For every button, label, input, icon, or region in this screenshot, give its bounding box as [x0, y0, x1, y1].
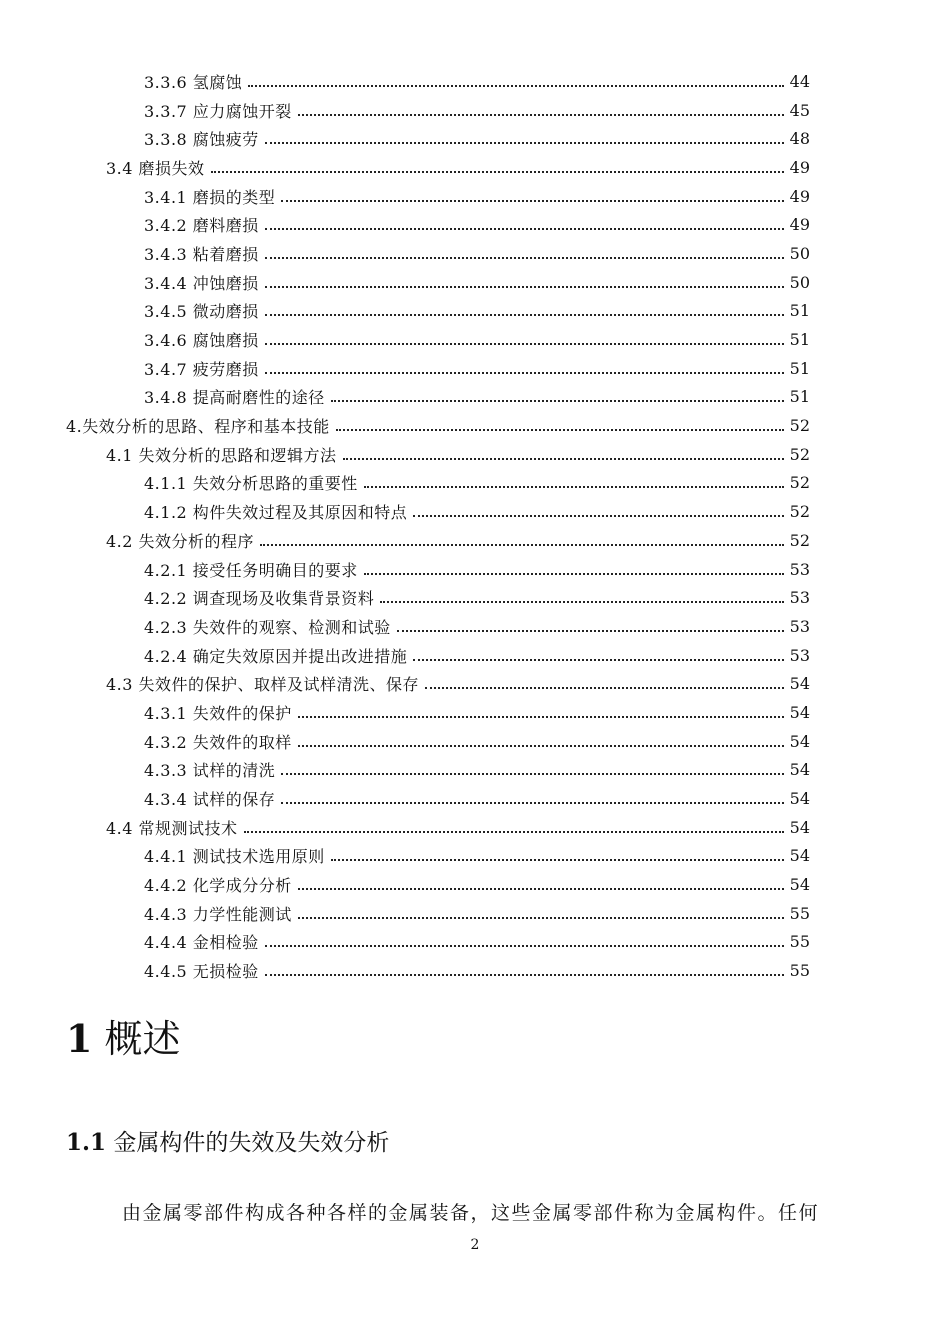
- toc-entry[interactable]: [0, 96, 810, 125]
- section-heading: [66, 1124, 389, 1157]
- toc-entry[interactable]: [0, 182, 810, 211]
- toc-entry-page: 54: [789, 817, 810, 837]
- page-number: 2: [470, 1237, 480, 1253]
- toc-dot-leader: [364, 572, 784, 575]
- toc-dot-leader: [336, 428, 784, 431]
- toc-dot-leader: [380, 600, 784, 603]
- toc-entry-label: 3.4.4 冲蚀磨损: [144, 273, 259, 293]
- toc-dot-leader: [265, 227, 784, 230]
- toc-entry-label: 4.失效分析的思路、程序和基本技能: [66, 417, 330, 437]
- toc-dot-leader: [343, 457, 784, 460]
- toc-dot-leader: [265, 944, 784, 947]
- toc-entry[interactable]: [0, 526, 810, 555]
- toc-entry-page: 53: [789, 559, 810, 579]
- toc-dot-leader: [265, 285, 784, 288]
- toc-dot-leader: [397, 629, 784, 632]
- toc-entry-label: 3.4.1 磨损的类型: [144, 187, 276, 207]
- toc-entry[interactable]: [0, 383, 810, 412]
- toc-entry[interactable]: [0, 354, 810, 383]
- toc-entry-label: 4.2.1 接受任务明确目的要求: [144, 560, 358, 580]
- toc-entry[interactable]: [0, 469, 810, 498]
- toc-entry-label: 3.3.8 腐蚀疲劳: [144, 130, 259, 150]
- toc-entry-label: 4.4.1 测试技术选用原则: [144, 847, 325, 867]
- toc-entry-page: 55: [789, 903, 810, 923]
- toc-entry[interactable]: [0, 698, 810, 727]
- toc-entry-label: 4.2.3 失效件的观察、检测和试验: [144, 617, 391, 637]
- toc-entry[interactable]: [0, 813, 810, 842]
- toc-dot-leader: [331, 858, 784, 861]
- toc-entry[interactable]: [0, 210, 810, 239]
- toc-entry[interactable]: [0, 612, 810, 641]
- toc-entry-label: 4.2.2 调查现场及收集背景资料: [144, 589, 375, 609]
- toc-entry-page: 48: [789, 129, 810, 149]
- toc-dot-leader: [298, 916, 784, 919]
- toc-entry[interactable]: [0, 411, 810, 440]
- toc-entry-label: 4.4.4 金相检验: [144, 933, 259, 953]
- toc-entry-page: 49: [789, 157, 810, 177]
- toc-entry-label: 3.3.7 应力腐蚀开裂: [144, 101, 292, 121]
- toc-entry-page: 52: [789, 473, 810, 493]
- toc-entry[interactable]: [0, 440, 810, 469]
- toc-entry-page: 54: [789, 789, 810, 809]
- toc-entry[interactable]: [0, 153, 810, 182]
- toc-entry[interactable]: [0, 669, 810, 698]
- toc-entry[interactable]: [0, 756, 810, 785]
- toc-entry-label: 3.4.6 腐蚀磨损: [144, 331, 259, 351]
- toc-entry-label: 4.3.1 失效件的保护: [144, 703, 292, 723]
- toc-entry-label: 3.4.3 粘着磨损: [144, 244, 259, 264]
- toc-entry-label: 4.2 失效分析的程序: [106, 531, 255, 551]
- section-number: 1.1: [66, 1129, 107, 1156]
- toc-dot-leader: [265, 973, 784, 976]
- toc-entry-label: 3.4.5 微动磨损: [144, 302, 259, 322]
- table-of-contents: [0, 67, 950, 985]
- toc-entry-label: 4.3.3 试样的清洗: [144, 761, 276, 781]
- toc-entry-label: 3.4.7 疲劳磨损: [144, 359, 259, 379]
- toc-entry-page: 50: [789, 272, 810, 292]
- toc-entry-page: 53: [789, 588, 810, 608]
- toc-entry-label: 3.4.2 磨料磨损: [144, 216, 259, 236]
- toc-entry-page: 53: [789, 645, 810, 665]
- toc-dot-leader: [298, 744, 784, 747]
- toc-entry[interactable]: [0, 268, 810, 297]
- toc-entry-page: 49: [789, 215, 810, 235]
- toc-dot-leader: [298, 715, 784, 718]
- toc-entry-page: 45: [789, 100, 810, 120]
- toc-entry-page: 52: [789, 416, 810, 436]
- toc-entry-page: 52: [789, 502, 810, 522]
- toc-dot-leader: [298, 887, 784, 890]
- toc-entry-label: 4.1.1 失效分析思路的重要性: [144, 474, 358, 494]
- toc-dot-leader: [248, 84, 784, 87]
- toc-dot-leader: [331, 399, 784, 402]
- toc-entry-page: 51: [789, 330, 810, 350]
- toc-entry-label: 4.2.4 确定失效原因并提出改进措施: [144, 646, 408, 666]
- toc-entry-page: 44: [789, 71, 810, 91]
- toc-dot-leader: [265, 371, 784, 374]
- toc-entry[interactable]: [0, 727, 810, 756]
- body-paragraph: 由金属零部件构成各种各样的金属装备，这些金属零部件称为金属构件。任何: [122, 1202, 820, 1224]
- toc-entry-page: 51: [789, 358, 810, 378]
- toc-dot-leader: [265, 256, 784, 259]
- toc-dot-leader: [281, 772, 784, 775]
- toc-entry-label: 3.3.6 氢腐蚀: [144, 72, 243, 92]
- toc-entry-label: 4.1.2 构件失效过程及其原因和特点: [144, 503, 408, 523]
- toc-entry[interactable]: [0, 784, 810, 813]
- toc-entry-page: 54: [789, 760, 810, 780]
- toc-entry-page: 50: [789, 243, 810, 263]
- toc-dot-leader: [211, 170, 784, 173]
- toc-entry-label: 3.4 磨损失效: [106, 158, 205, 178]
- toc-entry[interactable]: [0, 899, 810, 928]
- toc-entry[interactable]: [0, 297, 810, 326]
- toc-entry-label: 4.1 失效分析的思路和逻辑方法: [106, 445, 337, 465]
- toc-entry[interactable]: [0, 956, 810, 985]
- toc-entry-page: 54: [789, 731, 810, 751]
- toc-entry[interactable]: [0, 641, 810, 670]
- toc-entry-page: 51: [789, 301, 810, 321]
- toc-entry-page: 54: [789, 674, 810, 694]
- toc-entry-label: 4.4.2 化学成分分析: [144, 876, 292, 896]
- toc-entry-page: 52: [789, 444, 810, 464]
- section-title: 金属构件的失效及失效分析: [113, 1130, 390, 1156]
- toc-dot-leader: [425, 686, 784, 689]
- toc-dot-leader: [364, 485, 784, 488]
- toc-entry[interactable]: [0, 124, 810, 153]
- toc-entry-page: 52: [789, 530, 810, 550]
- toc-entry-page: 51: [789, 387, 810, 407]
- toc-entry[interactable]: [0, 325, 810, 354]
- toc-entry-label: 4.3.4 试样的保存: [144, 790, 276, 810]
- chapter-number: 1: [66, 1016, 93, 1061]
- toc-entry[interactable]: [0, 497, 810, 526]
- toc-entry[interactable]: [0, 555, 810, 584]
- toc-dot-leader: [281, 199, 784, 202]
- toc-entry-label: 4.3.2 失效件的取样: [144, 732, 292, 752]
- toc-entry-page: 49: [789, 186, 810, 206]
- toc-dot-leader: [413, 514, 784, 517]
- toc-dot-leader: [413, 658, 784, 661]
- toc-dot-leader: [244, 830, 784, 833]
- toc-entry[interactable]: [0, 928, 810, 957]
- toc-entry-page: 54: [789, 846, 810, 866]
- toc-entry-label: 4.4.5 无损检验: [144, 962, 259, 982]
- toc-dot-leader: [298, 113, 784, 116]
- toc-entry[interactable]: [0, 583, 810, 612]
- toc-dot-leader: [281, 801, 784, 804]
- toc-entry[interactable]: [0, 842, 810, 871]
- toc-entry-label: 4.4 常规测试技术: [106, 818, 238, 838]
- toc-dot-leader: [260, 543, 784, 546]
- toc-entry-page: 53: [789, 616, 810, 636]
- toc-dot-leader: [265, 141, 784, 144]
- toc-entry[interactable]: [0, 239, 810, 268]
- toc-entry[interactable]: [0, 67, 810, 96]
- chapter-title: 概述: [104, 1017, 181, 1061]
- toc-dot-leader: [265, 342, 784, 345]
- toc-entry-page: 55: [789, 932, 810, 952]
- toc-entry-page: 54: [789, 875, 810, 895]
- toc-dot-leader: [265, 313, 784, 316]
- toc-entry-label: 4.4.3 力学性能测试: [144, 904, 292, 924]
- chapter-heading: [66, 1008, 181, 1063]
- toc-entry-label: 4.3 失效件的保护、取样及试样清洗、保存: [106, 675, 420, 695]
- toc-entry-page: 54: [789, 702, 810, 722]
- toc-entry-page: 55: [789, 961, 810, 981]
- toc-entry-label: 3.4.8 提高耐磨性的途径: [144, 388, 325, 408]
- toc-entry[interactable]: [0, 870, 810, 899]
